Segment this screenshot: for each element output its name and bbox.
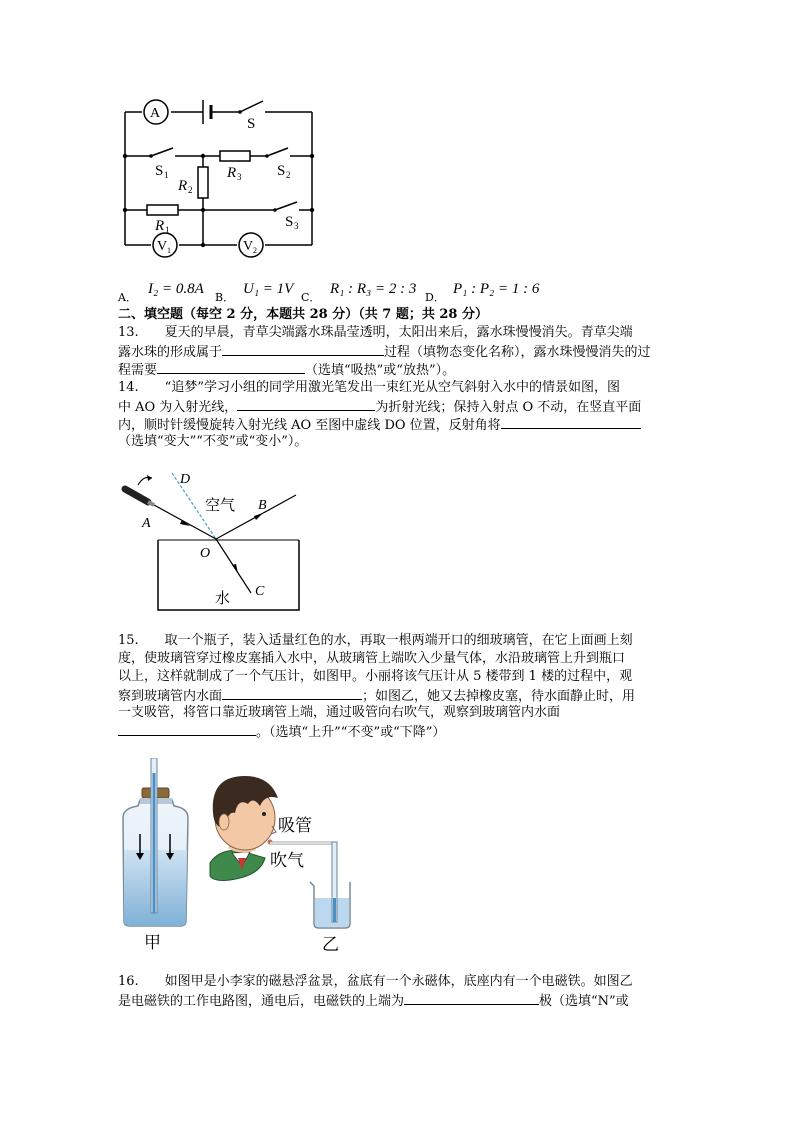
option-b-text: U₁ = 1V	[243, 281, 294, 297]
section-title: 二、填空题（每空 2 分，本题共 28 分）（共 7 题；共 28 分）	[118, 307, 488, 322]
switch-s-label: S	[247, 116, 256, 132]
r2-label: R	[178, 178, 188, 194]
v1-label: V	[157, 239, 168, 254]
option-a-letter: A．	[118, 291, 137, 304]
q14-blank-2[interactable]	[501, 416, 641, 429]
q14-line4: （选填“变大”“不变”或“变小”）。	[118, 434, 308, 449]
switch-s3-label: S	[285, 214, 294, 230]
q13-text: 程需要	[118, 363, 158, 378]
r3-sub: 3	[237, 172, 242, 182]
q16-blank-1[interactable]	[404, 992, 539, 1005]
ammeter-label: A	[150, 106, 161, 121]
label-o: O	[200, 546, 211, 561]
r2-sub: 2	[188, 185, 193, 195]
label-water: 水	[215, 591, 231, 607]
label-blow: 吹气	[270, 851, 304, 870]
switch-s1-label: S	[155, 163, 164, 179]
label-c: C	[255, 584, 265, 599]
answer-options	[118, 281, 678, 303]
label-a: A	[142, 516, 151, 531]
option-c-text: R₁ : R₃ = 2 : 3	[330, 281, 417, 297]
circuit-diagram	[115, 95, 325, 260]
q13-text: （选填“吸热”或“放热”）。	[305, 363, 456, 378]
q14-blank-1[interactable]	[237, 398, 375, 411]
q15-text: 。（选填“上升”“不变”或“下降”）	[256, 725, 446, 740]
label-yi: 乙	[322, 935, 339, 954]
q13-line3	[118, 361, 455, 379]
q15-line4	[118, 687, 635, 705]
option-c-letter: C．	[301, 291, 321, 304]
option-d-letter: D．	[425, 291, 445, 304]
q14-text: 为折射光线；保持入射点 O 不动，在竖直平面	[375, 400, 642, 415]
label-d: D	[180, 472, 191, 487]
q15-text: 察到玻璃管内水面	[118, 689, 223, 704]
q14-line2	[118, 398, 641, 416]
label-b: B	[258, 498, 267, 513]
q15-line2: 度，使玻璃管穿过橡皮塞插入水中，从玻璃管上端吹入少量气体，水沿玻璃管上升到瓶口	[118, 651, 626, 666]
q13-text: 过程（填物态变化名称），露水珠慢慢消失的过	[384, 345, 651, 360]
q15-text: ；如图乙，她又去掉橡皮塞，待水面静止时，用	[362, 689, 636, 704]
q13-blank-1[interactable]	[222, 343, 384, 356]
r3-label: R	[227, 165, 237, 181]
q15-line1: 15. 取一个瓶子，装入适量红色的水，再取一根两端开口的细玻璃管，在它上面画上刻	[118, 633, 633, 648]
v2-sub: 2	[253, 246, 257, 255]
q14-line1: 14. “追梦”学习小组的同学用激光笔发出一束红光从空气斜射入水中的情景如图，图	[118, 380, 620, 395]
q15-line3: 以上，这样就制成了一个气压计，如图甲。小丽将该气压计从 5 楼带到 1 楼的过程中，观	[118, 669, 633, 684]
q13-text: 露水珠的形成属于	[118, 345, 223, 360]
q14-text: 内，顺时针缓慢旋转入射光线 AO 至图中虚线 DO 位置，反射角将	[118, 418, 501, 433]
light-refraction-figure	[110, 465, 310, 615]
q15-blank-1[interactable]	[222, 687, 362, 700]
r1-label: R	[155, 218, 165, 234]
q16-text: 极（选填“N”或	[539, 994, 629, 1009]
switch-s2-label: S	[277, 163, 286, 179]
q14-line3	[118, 416, 641, 434]
option-d-text: P₁ : P₂ = 1 : 6	[453, 281, 540, 297]
option-b-letter: B．	[215, 291, 235, 304]
q15-line6	[118, 723, 445, 741]
s1-sub: 1	[164, 170, 169, 180]
s3-sub: 3	[294, 221, 299, 231]
r1-sub: 1	[165, 225, 170, 235]
barometer-figure	[110, 758, 380, 958]
q16-line2	[118, 992, 629, 1010]
v1-sub: 1	[167, 246, 171, 255]
label-jia: 甲	[144, 933, 161, 952]
label-air: 空气	[205, 498, 236, 514]
s2-sub: 2	[286, 170, 291, 180]
q15-blank-2[interactable]	[118, 723, 256, 736]
q15-line5: 一支吸管，将管口靠近玻璃管上端，通过吸管向右吹气，观察到玻璃管内水面	[118, 705, 561, 720]
option-a-text: I₂ = 0.8A	[148, 281, 204, 297]
q16-text: 是电磁铁的工作电路图，通电后，电磁铁的上端为	[118, 994, 405, 1009]
q16-line1: 16. 如图甲是小李家的磁悬浮盆景，盆底有一个永磁体，底座内有一个电磁铁。如图乙	[118, 974, 633, 989]
v2-label: V	[243, 239, 254, 254]
q13-blank-2[interactable]	[157, 361, 305, 374]
q13-line2	[118, 343, 651, 361]
q13-line1: 13. 夏天的早晨，青草尖端露水珠晶莹透明，太阳出来后，露水珠慢慢消失。青草尖端	[118, 325, 633, 340]
label-straw: 吸管	[278, 816, 312, 835]
q14-text: 中 AO 为入射光线，	[118, 400, 238, 415]
